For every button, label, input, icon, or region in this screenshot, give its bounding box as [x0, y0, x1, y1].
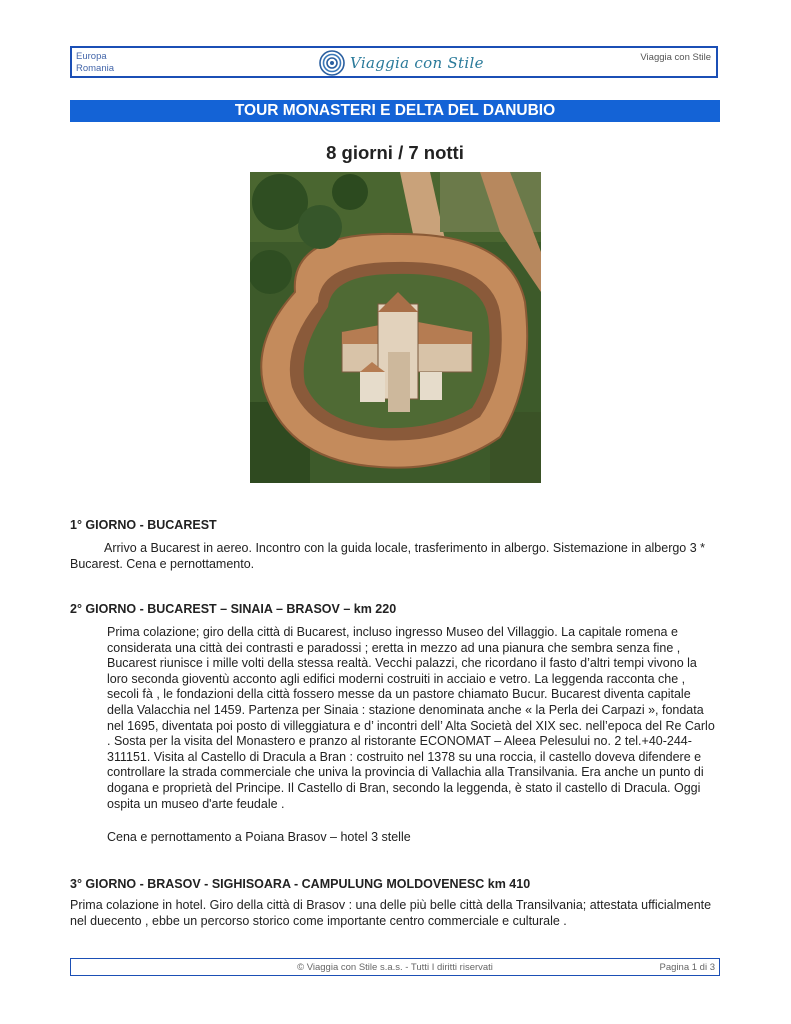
logo-wordmark: Viaggia con Stile — [350, 54, 484, 72]
location-continent: Europa — [76, 51, 107, 62]
day-2-description: Prima colazione; giro della città di Bucarest, incluso ingresso Museo del Villaggio. La capitale romena e considerata una città dei contrasti e paradossi ; eretta in mezzo ad una pianura che sembra senza fine , Bucarest riunisce i mille volti della stessa realtà. Vecchi palazzi, che ricordano il fasto d’altri tempi vivono la loro seconda gioventù acconto agli edifici moderni costruiti in acciaio e vetro. La leggenda racconta che , secoli fà , le fondazioni della città fossero messe da un pastore chiamato Bucur. Bucarest diventa capitale della Valacchia nel 1459. Partenza per Sinaia : stazione denominata anche « la Perla dei Carpazi », fondata nel 1695, diventata poi posto di villeggiatura e d’ incontri dell’ Alta Società del XIX sec. nell’epoca del Re Carlo . Sosta per la visita del Monastero e pranzo al ristorante ECONOMAT – Aleea Pelesului no. 2 tel.+40-244-311151. Visita al Castello di Dracula a Bran : costruito nel 1378 su una roccia, il castello doveva difendere e controllare la strada commerciale che univa la provincia di Vallachia alla Transilvania. Era anche un punto di dogana e proprietà del Principe. Il Castello di Bran, secondo la leggenda, è stato il castello di Dracula. Oggi ospita un museo d'arte feudale . — [107, 625, 715, 811]
day-1-description: Arrivo a Bucarest in aereo. Incontro con la guida locale, trasferimento in albergo. Sistemazione in albergo 3 * Bucarest. Cena e pernottamento. — [70, 541, 706, 571]
site-name: Viaggia con Stile — [640, 52, 711, 63]
location-country: Romania — [76, 63, 115, 74]
day-2-overnight: Cena e pernottamento a Poiana Brasov – hotel 3 stelle — [107, 830, 411, 844]
tour-duration: 8 giorni / 7 notti — [326, 142, 464, 163]
day-2-title: 2° GIORNO - BUCAREST – SINAIA – BRASOV – km 220 — [70, 602, 397, 616]
copyright-notice: © Viaggia con Stile s.a.s. - Tutti I diritti riservati — [297, 962, 493, 973]
page-header — [70, 46, 718, 78]
page-number: Pagina 1 di 3 — [659, 962, 715, 973]
day-3-description: Prima colazione in hotel. Giro della città di Brasov : una delle più belle città della Transilvania; attestata ufficialmente nel duecento , ebbe un percorso storico come importante centro commerciale e culturale . — [70, 898, 712, 928]
fortified-church-aerial-photo — [250, 172, 541, 483]
page-footer — [70, 958, 720, 976]
day-3-title: 3° GIORNO - BRASOV - SIGHISOARA - CAMPULUNG MOLDOVENESC km 410 — [70, 877, 531, 891]
brand-logo — [318, 50, 484, 76]
day-1-title: 1° GIORNO - BUCAREST — [70, 518, 217, 532]
spiral-logo-icon — [318, 50, 346, 76]
location-breadcrumb — [76, 51, 114, 75]
tour-title: TOUR MONASTERI E DELTA DEL DANUBIO — [70, 100, 720, 122]
